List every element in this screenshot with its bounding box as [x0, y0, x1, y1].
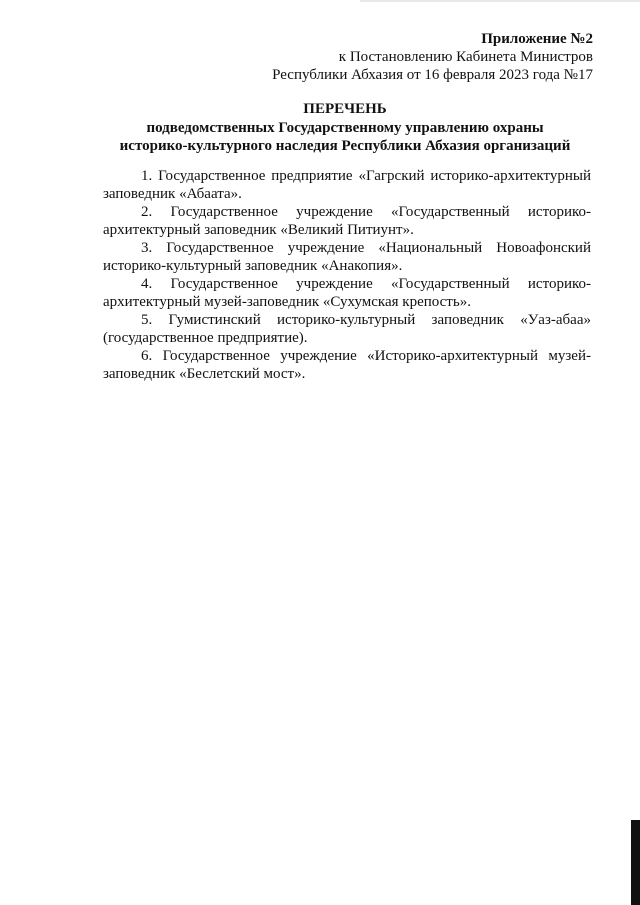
title-block: [60, 100, 630, 155]
organizations-list: [103, 167, 591, 383]
list-item: 3. Государственное учреждение «Национальный Новоафонский историко-культурный заповедник «Анакопия».: [103, 240, 591, 274]
title-line-2: историко-культурного наследия Республики Абхазия организаций: [119, 138, 571, 154]
document-heading: ПЕРЕЧЕНЬ: [303, 101, 387, 117]
appendix-line-1: к Постановлению Кабинета Министров: [338, 49, 593, 65]
list-item: 5. Гумистинский историко-культурный заповедник «Уаз-абаа» (государственное предприятие).: [103, 312, 591, 346]
title-line-1: подведомственных Государственному управлению охраны: [146, 120, 544, 136]
list-item: 4. Государственное учреждение «Государственный историко-архитектурный музей-заповедник «Сухумская крепость».: [103, 276, 591, 310]
appendix-block: [173, 30, 593, 84]
scan-edge-shadow: [631, 820, 640, 905]
appendix-label: Приложение №2: [481, 31, 593, 47]
list-item: 1. Государственное предприятие «Гагрский историко-архитектурный заповедник «Абаата».: [103, 168, 591, 202]
scan-top-edge: [360, 0, 640, 2]
list-item: 2. Государственное учреждение «Государственный историко-архитектурный заповедник «Великий Питиунт».: [103, 204, 591, 238]
list-item: 6. Государственное учреждение «Историко-архитектурный музей-заповедник «Беслетский мост».: [103, 348, 591, 382]
appendix-line-2: Республики Абхазия от 16 февраля 2023 года №17: [272, 67, 593, 83]
